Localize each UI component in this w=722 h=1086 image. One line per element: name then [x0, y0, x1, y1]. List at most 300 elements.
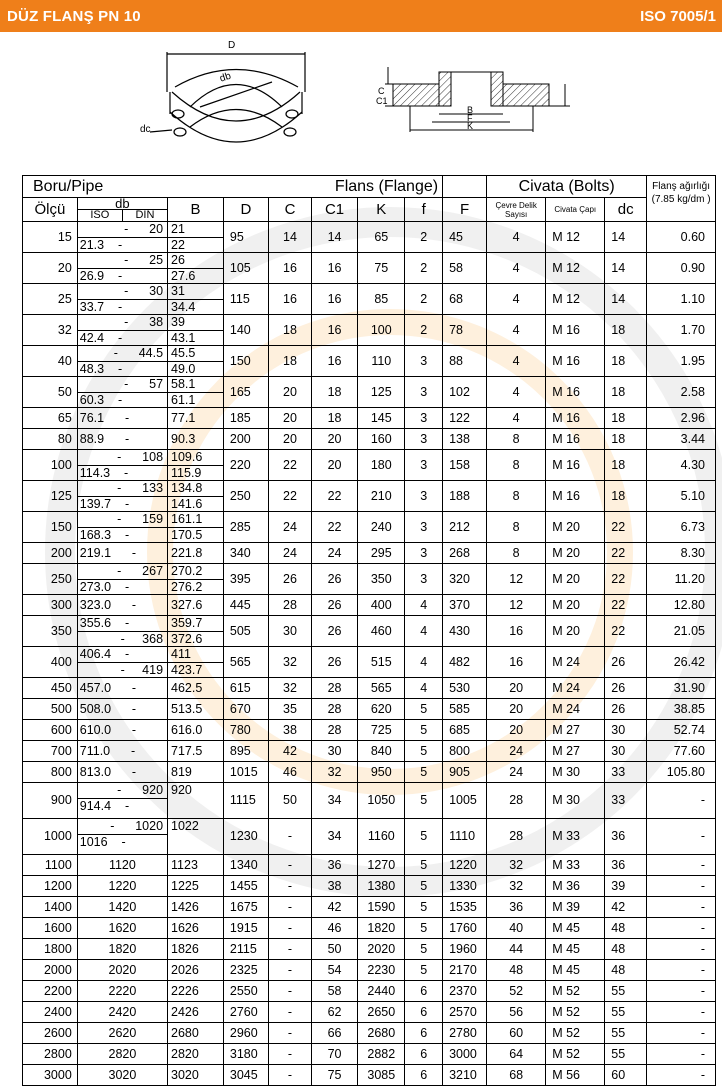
- cell-bolt: M 24: [546, 699, 605, 720]
- cell-D: 2550: [223, 981, 268, 1002]
- cell-dc: 22: [605, 616, 647, 647]
- cell-D: 2115: [223, 939, 268, 960]
- cell-f: 6: [405, 1002, 443, 1023]
- cell-f: 3: [405, 512, 443, 543]
- cell-size: 800: [23, 762, 78, 783]
- cell-weight: -: [647, 939, 716, 960]
- cell-F: 1220: [443, 855, 487, 876]
- col-db: db: [78, 198, 167, 210]
- cell-holes: 8: [487, 481, 546, 512]
- cell-size: 1200: [23, 876, 78, 897]
- cell-K: 3085: [358, 1065, 405, 1086]
- cell-weight: -: [647, 1065, 716, 1086]
- cell-C: -: [269, 1065, 312, 1086]
- cell-f: 6: [405, 1023, 443, 1044]
- cell-C: -: [269, 1044, 312, 1065]
- cell-f: 2: [405, 315, 443, 346]
- cell-bolt: M 20: [546, 543, 605, 564]
- cell-holes: 4: [487, 346, 546, 377]
- cell-bolt: M 30: [546, 783, 605, 819]
- cell-F: 158: [443, 450, 487, 481]
- cell-F: 1110: [443, 819, 487, 855]
- table-row: [23, 699, 716, 720]
- cell-C1: 26: [311, 647, 357, 678]
- cell-dc: 22: [605, 595, 647, 616]
- cell-f: 5: [405, 819, 443, 855]
- cell-dc: 55: [605, 1044, 647, 1065]
- cell-B: 77.1: [168, 408, 224, 429]
- cell-size: 400: [23, 647, 78, 678]
- col-D: D: [223, 198, 268, 222]
- cell-size: 32: [23, 315, 78, 346]
- cell-B: 1826: [168, 939, 224, 960]
- cell-holes: 12: [487, 595, 546, 616]
- cell-K: 400: [358, 595, 405, 616]
- cell-D: 1340: [223, 855, 268, 876]
- cell-weight: -: [647, 1002, 716, 1023]
- cell-B: 1022: [168, 819, 224, 855]
- cell-D: 285: [223, 512, 268, 543]
- table-row: [23, 855, 716, 876]
- cell-size: 125: [23, 481, 78, 512]
- cell-bolt: M 20: [546, 616, 605, 647]
- cell-size: 2000: [23, 960, 78, 981]
- cell-C1: 66: [311, 1023, 357, 1044]
- table-row: [23, 450, 716, 481]
- cell-K: 565: [358, 678, 405, 699]
- cell-dc: 26: [605, 699, 647, 720]
- cell-holes: 60: [487, 1023, 546, 1044]
- cell-C: 18: [269, 346, 312, 377]
- cell-K: 515: [358, 647, 405, 678]
- cell-C1: 75: [311, 1065, 357, 1086]
- cell-db: 3020: [77, 1065, 167, 1086]
- label-db: db: [218, 70, 233, 85]
- cell-weight: 12.80: [647, 595, 716, 616]
- group-flange: Flans (Flange): [168, 176, 443, 198]
- cell-D: 115: [223, 284, 268, 315]
- cell-f: 2: [405, 253, 443, 284]
- standard-label: ISO 7005/1: [640, 8, 716, 25]
- cell-F: 45: [443, 222, 487, 253]
- cell-weight: 21.05: [647, 616, 716, 647]
- cell-holes: 4: [487, 222, 546, 253]
- col-F: F: [443, 198, 487, 222]
- cell-weight: 0.90: [647, 253, 716, 284]
- cell-db: 2220: [77, 981, 167, 1002]
- cell-B: 31 34.4: [168, 284, 224, 315]
- col-C1: C1: [311, 198, 357, 222]
- cell-dc: 48: [605, 960, 647, 981]
- cell-F: 1535: [443, 897, 487, 918]
- cell-size: 500: [23, 699, 78, 720]
- cell-K: 1820: [358, 918, 405, 939]
- cell-weight: -: [647, 960, 716, 981]
- cell-C1: 62: [311, 1002, 357, 1023]
- col-bolt-dia: Civata Çapı: [546, 198, 605, 222]
- cell-K: 460: [358, 616, 405, 647]
- cell-K: 100: [358, 315, 405, 346]
- cell-C: 14: [269, 222, 312, 253]
- cell-F: 905: [443, 762, 487, 783]
- cell-C: 20: [269, 377, 312, 408]
- label-B: B: [467, 105, 474, 115]
- cell-f: 3: [405, 429, 443, 450]
- cell-size: 700: [23, 741, 78, 762]
- cell-dc: 18: [605, 346, 647, 377]
- cell-db: - 267 273.0 -: [77, 564, 167, 595]
- cell-F: 320: [443, 564, 487, 595]
- cell-weight: -: [647, 918, 716, 939]
- cell-dc: 42: [605, 897, 647, 918]
- cell-C: 46: [269, 762, 312, 783]
- cell-C: -: [269, 1002, 312, 1023]
- cell-weight: 52.74: [647, 720, 716, 741]
- cell-holes: 4: [487, 284, 546, 315]
- cell-F: 268: [443, 543, 487, 564]
- cell-D: 615: [223, 678, 268, 699]
- cell-B: 359.7 372.6: [168, 616, 224, 647]
- cell-size: 80: [23, 429, 78, 450]
- cell-K: 85: [358, 284, 405, 315]
- cell-f: 6: [405, 981, 443, 1002]
- cell-weight: 1.95: [647, 346, 716, 377]
- cell-db: 2820: [77, 1044, 167, 1065]
- cell-f: 5: [405, 762, 443, 783]
- cell-F: 2170: [443, 960, 487, 981]
- table-row: [23, 253, 716, 284]
- cell-size: 200: [23, 543, 78, 564]
- cell-C: -: [269, 819, 312, 855]
- cell-size: 1600: [23, 918, 78, 939]
- cell-weight: -: [647, 819, 716, 855]
- cell-D: 250: [223, 481, 268, 512]
- cell-f: 6: [405, 1065, 443, 1086]
- table-row: [23, 377, 716, 408]
- cell-db: 610.0 -: [77, 720, 167, 741]
- cell-f: 5: [405, 720, 443, 741]
- cell-F: 78: [443, 315, 487, 346]
- cell-db: 1820: [77, 939, 167, 960]
- cell-holes: 20: [487, 720, 546, 741]
- cell-C1: 50: [311, 939, 357, 960]
- cell-C1: 18: [311, 377, 357, 408]
- page-header: [0, 0, 722, 32]
- cell-size: 900: [23, 783, 78, 819]
- cell-bolt: M 36: [546, 876, 605, 897]
- cell-B: 819: [168, 762, 224, 783]
- cell-holes: 8: [487, 429, 546, 450]
- cell-D: 395: [223, 564, 268, 595]
- cell-weight: 1.70: [647, 315, 716, 346]
- cell-bolt: M 16: [546, 346, 605, 377]
- cell-B: 513.5: [168, 699, 224, 720]
- cell-size: 2600: [23, 1023, 78, 1044]
- cell-size: 450: [23, 678, 78, 699]
- table-row: [23, 1065, 716, 1086]
- cell-db: - 57 60.3 -: [77, 377, 167, 408]
- cell-dc: 48: [605, 918, 647, 939]
- cell-db: - 1020 1016 -: [77, 819, 167, 855]
- cell-F: 1005: [443, 783, 487, 819]
- cell-db: 813.0 -: [77, 762, 167, 783]
- flange-drawings: [0, 32, 722, 172]
- cell-B: 2820: [168, 1044, 224, 1065]
- cell-B: 58.1 61.1: [168, 377, 224, 408]
- cell-size: 1400: [23, 897, 78, 918]
- table-row: [23, 897, 716, 918]
- label-F: F: [467, 113, 473, 123]
- cell-K: 2020: [358, 939, 405, 960]
- cell-C1: 16: [311, 253, 357, 284]
- cell-size: 65: [23, 408, 78, 429]
- cell-f: 3: [405, 408, 443, 429]
- cell-dc: 22: [605, 564, 647, 595]
- cell-C: 26: [269, 564, 312, 595]
- table-row: [23, 783, 716, 819]
- cell-db: 1420: [77, 897, 167, 918]
- cell-dc: 14: [605, 253, 647, 284]
- cell-bolt: M 52: [546, 981, 605, 1002]
- cell-K: 160: [358, 429, 405, 450]
- cell-f: 4: [405, 647, 443, 678]
- flange-3d-drawing: [150, 52, 305, 142]
- cell-holes: 28: [487, 783, 546, 819]
- cell-db: 2420: [77, 1002, 167, 1023]
- cell-f: 3: [405, 450, 443, 481]
- cell-f: 3: [405, 346, 443, 377]
- table-row: [23, 876, 716, 897]
- cell-f: 4: [405, 678, 443, 699]
- table-row: [23, 762, 716, 783]
- cell-B: 21 22: [168, 222, 224, 253]
- cell-C: 28: [269, 595, 312, 616]
- cell-bolt: M 12: [546, 222, 605, 253]
- table-row: [23, 819, 716, 855]
- cell-size: 1100: [23, 855, 78, 876]
- cell-size: 1800: [23, 939, 78, 960]
- cell-f: 3: [405, 481, 443, 512]
- cell-F: 2570: [443, 1002, 487, 1023]
- cell-db: 406.4 - - 419: [77, 647, 167, 678]
- cell-dc: 30: [605, 720, 647, 741]
- cell-B: 39 43.1: [168, 315, 224, 346]
- cell-bolt: M 16: [546, 315, 605, 346]
- cell-f: 5: [405, 783, 443, 819]
- cell-weight: 8.30: [647, 543, 716, 564]
- cell-B: 2026: [168, 960, 224, 981]
- cell-holes: 40: [487, 918, 546, 939]
- cell-f: 2: [405, 284, 443, 315]
- cell-D: 1015: [223, 762, 268, 783]
- cell-holes: 8: [487, 543, 546, 564]
- cell-C1: 34: [311, 783, 357, 819]
- cell-db: 76.1 -: [77, 408, 167, 429]
- cell-C1: 26: [311, 595, 357, 616]
- cell-bolt: M 16: [546, 377, 605, 408]
- cell-f: 5: [405, 741, 443, 762]
- table-row: [23, 616, 716, 647]
- cell-weight: -: [647, 897, 716, 918]
- cell-F: 685: [443, 720, 487, 741]
- cell-dc: 33: [605, 783, 647, 819]
- cell-C1: 54: [311, 960, 357, 981]
- cell-F: 800: [443, 741, 487, 762]
- cell-F: 122: [443, 408, 487, 429]
- cell-bolt: M 12: [546, 253, 605, 284]
- cell-B: 1626: [168, 918, 224, 939]
- cell-D: 505: [223, 616, 268, 647]
- cell-bolt: M 16: [546, 408, 605, 429]
- cell-B: 109.6 115.9: [168, 450, 224, 481]
- cell-F: 88: [443, 346, 487, 377]
- cell-dc: 18: [605, 408, 647, 429]
- cell-D: 445: [223, 595, 268, 616]
- label-K: K: [467, 121, 474, 131]
- table-row: [23, 960, 716, 981]
- cell-f: 5: [405, 939, 443, 960]
- cell-B: 1123: [168, 855, 224, 876]
- cell-C: 22: [269, 481, 312, 512]
- cell-size: 25: [23, 284, 78, 315]
- cell-F: 188: [443, 481, 487, 512]
- cell-D: 1455: [223, 876, 268, 897]
- cell-D: 150: [223, 346, 268, 377]
- cell-f: 5: [405, 918, 443, 939]
- cell-C: 20: [269, 408, 312, 429]
- cell-C: 35: [269, 699, 312, 720]
- cell-C1: 38: [311, 876, 357, 897]
- cell-dc: 55: [605, 981, 647, 1002]
- cell-dc: 22: [605, 512, 647, 543]
- cell-B: 462.5: [168, 678, 224, 699]
- cell-bolt: M 24: [546, 647, 605, 678]
- cell-size: 2400: [23, 1002, 78, 1023]
- cell-dc: 14: [605, 284, 647, 315]
- cell-C: 38: [269, 720, 312, 741]
- cell-weight: -: [647, 876, 716, 897]
- cell-bolt: M 45: [546, 960, 605, 981]
- table-row: [23, 981, 716, 1002]
- cell-D: 340: [223, 543, 268, 564]
- cell-B: 26 27.6: [168, 253, 224, 284]
- cell-dc: 14: [605, 222, 647, 253]
- cell-D: 1915: [223, 918, 268, 939]
- cell-C: 18: [269, 315, 312, 346]
- cell-holes: 36: [487, 897, 546, 918]
- col-iso: ISO: [78, 210, 123, 221]
- cell-F: 68: [443, 284, 487, 315]
- table-row: [23, 222, 716, 253]
- cell-K: 1380: [358, 876, 405, 897]
- cell-D: 2325: [223, 960, 268, 981]
- cell-weight: 4.30: [647, 450, 716, 481]
- table-row: [23, 512, 716, 543]
- cell-C1: 16: [311, 346, 357, 377]
- cell-C: 16: [269, 253, 312, 284]
- cell-size: 100: [23, 450, 78, 481]
- table-row: [23, 315, 716, 346]
- cell-C1: 34: [311, 819, 357, 855]
- cell-db: - 25 26.9 -: [77, 253, 167, 284]
- cell-db: 1220: [77, 876, 167, 897]
- cell-B: 616.0: [168, 720, 224, 741]
- cell-holes: 44: [487, 939, 546, 960]
- cell-C1: 46: [311, 918, 357, 939]
- cell-holes: 24: [487, 741, 546, 762]
- cell-C: 30: [269, 616, 312, 647]
- cell-db: 323.0 -: [77, 595, 167, 616]
- cell-F: 1330: [443, 876, 487, 897]
- cell-size: 2800: [23, 1044, 78, 1065]
- cell-F: 2370: [443, 981, 487, 1002]
- cell-F: 58: [443, 253, 487, 284]
- cell-K: 1050: [358, 783, 405, 819]
- cell-weight: -: [647, 855, 716, 876]
- cell-dc: 30: [605, 741, 647, 762]
- table-row: [23, 1002, 716, 1023]
- cell-K: 350: [358, 564, 405, 595]
- cell-K: 110: [358, 346, 405, 377]
- cell-db: 457.0 -: [77, 678, 167, 699]
- label-D: D: [228, 40, 236, 51]
- cell-size: 600: [23, 720, 78, 741]
- cell-weight: 0.60: [647, 222, 716, 253]
- cell-holes: 64: [487, 1044, 546, 1065]
- cell-db: - 133 139.7 -: [77, 481, 167, 512]
- flange-section-drawing: [385, 67, 570, 132]
- cell-dc: 36: [605, 855, 647, 876]
- cell-size: 350: [23, 616, 78, 647]
- cell-bolt: M 27: [546, 741, 605, 762]
- cell-C1: 70: [311, 1044, 357, 1065]
- group-pipe: Boru/Pipe: [23, 176, 168, 198]
- cell-B: 717.5: [168, 741, 224, 762]
- page-title: DÜZ FLANŞ PN 10: [7, 8, 141, 25]
- cell-dc: 26: [605, 647, 647, 678]
- cell-bolt: M 16: [546, 450, 605, 481]
- table-row: [23, 408, 716, 429]
- cell-K: 2680: [358, 1023, 405, 1044]
- cell-D: 2760: [223, 1002, 268, 1023]
- cell-K: 2440: [358, 981, 405, 1002]
- cell-B: 2426: [168, 1002, 224, 1023]
- cell-K: 145: [358, 408, 405, 429]
- table-body: [23, 222, 716, 1086]
- cell-D: 1115: [223, 783, 268, 819]
- cell-K: 725: [358, 720, 405, 741]
- cell-f: 5: [405, 699, 443, 720]
- cell-C: 42: [269, 741, 312, 762]
- cell-C1: 30: [311, 741, 357, 762]
- cell-B: 411 423.7: [168, 647, 224, 678]
- cell-dc: 33: [605, 762, 647, 783]
- cell-weight: 5.10: [647, 481, 716, 512]
- cell-db: 1120: [77, 855, 167, 876]
- cell-F: 370: [443, 595, 487, 616]
- cell-D: 165: [223, 377, 268, 408]
- cell-db: 88.9 -: [77, 429, 167, 450]
- col-C: C: [269, 198, 312, 222]
- cell-weight: 31.90: [647, 678, 716, 699]
- cell-B: 327.6: [168, 595, 224, 616]
- cell-f: 5: [405, 960, 443, 981]
- cell-holes: 20: [487, 678, 546, 699]
- cell-size: 150: [23, 512, 78, 543]
- cell-bolt: M 20: [546, 512, 605, 543]
- cell-C1: 36: [311, 855, 357, 876]
- cell-bolt: M 30: [546, 762, 605, 783]
